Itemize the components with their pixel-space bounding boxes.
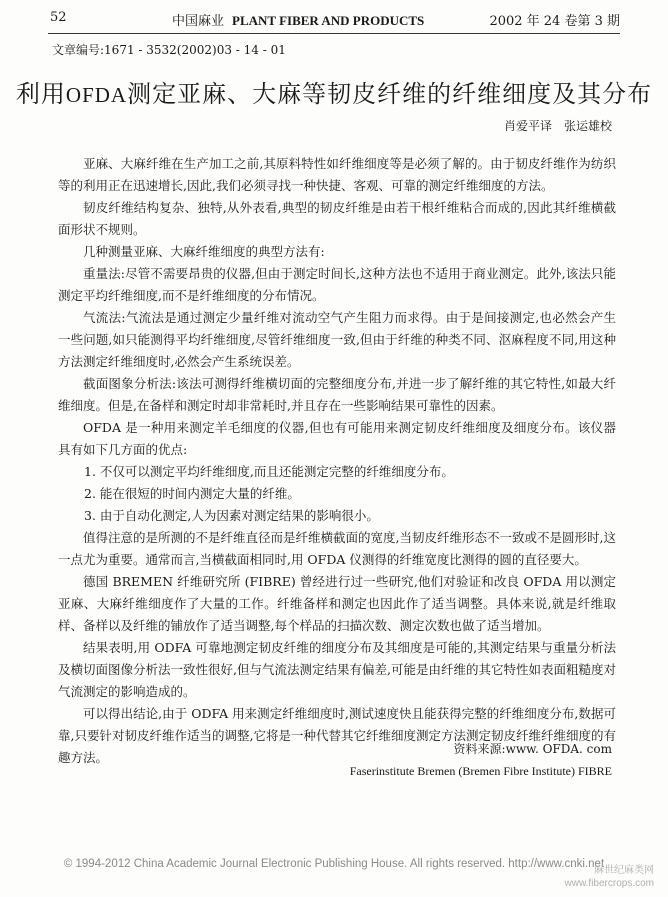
body-paragraph: 值得注意的是所测的不是纤维直径而是纤维横截面的宽度,当韧皮纤维形态不一致或不是圆形时,这一点尤为重要。通常而言,当横截面相同时,用 OFDA 仪测得的纤维宽度比测得的圆的直径要大。: [58, 530, 616, 567]
list-item: 1. 不仅可以测定平均纤维细度,而且还能测定完整的纤维细度分布。: [84, 464, 454, 479]
article-body: [58, 153, 616, 769]
body-paragraph: 气流法:气流法是通过测定少量纤维对流动空气产生阻力而求得。由于是间接测定,也必然会产生一些问题,如只能测得平均纤维细度,尽管纤维细度一致,但由于纤维的种类不同、沤麻程度不同,用这种方法测定纤维细度时,必然会产生系统误差。: [58, 310, 616, 369]
copyright-footer: © 1994-2012 China Academic Journal Electronic Publishing House. All rights reserved. http://www.cnki.net: [63, 858, 605, 870]
title-prefix: 利用: [15, 80, 66, 108]
body-paragraph: 截面图象分析法:该法可测得纤维横切面的完整细度分布,并进一步了解纤维的其它特性,如最大纤维细度。但是,在备样和测定时却非常耗时,并且存在一些影响结果可靠性的因素。: [58, 376, 616, 413]
issue-info: 2002 年 24 卷第 3 期: [489, 14, 620, 29]
watermark-line2: www.fibercrops.com: [564, 878, 654, 889]
article-number: 文章编号:1671 - 3532(2002)03 - 14 - 01: [52, 43, 286, 57]
journal-name: [172, 10, 424, 29]
body-paragraph: 几种测量亚麻、大麻纤维细度的典型方法有:: [83, 244, 325, 259]
title-suffix: 测定亚麻、大麻等韧皮纤维的纤维细度及其分布: [127, 80, 653, 108]
page-number: 52: [50, 10, 67, 25]
body-paragraph: 德国 BREMEN 纤维研究所 (FIBRE) 曾经进行过一些研究,他们对验证和改良 OFDA 用以测定亚麻、大麻纤维细度作了大量的工作。纤维备样和测定也因此作了适当调整。具体来说,就是纤维取样、备样以及纤维的铺放作了适当调整,每个样品的扫描次数、测定次数也做了适当增加。: [58, 574, 616, 633]
title-latin: OFDA: [65, 83, 128, 107]
list-item: 2. 能在很短的时间内测定大量的纤维。: [84, 486, 300, 501]
body-paragraph: 可以得出结论,由于 ODFA 用来测定纤维细度时,测试速度快且能获得完整的纤维细度分布,数据可靠,只要针对韧皮纤维作适当的调整,它将是一种代替其它纤维细度测定方法测定韧皮纤维纤维细度的有趣方法。: [58, 706, 616, 765]
reference-source: 资料来源:www. OFDA. com: [453, 742, 612, 756]
list-item: 3. 由于自动化测定,人为因素对测定结果的影响很小。: [84, 508, 379, 523]
watermark-line1: 麻世纪麻类网: [594, 865, 654, 876]
running-header: [50, 10, 620, 30]
body-paragraph: 亚麻、大麻纤维在生产加工之前,其原料特性如纤维细度等是必须了解的。由于韧皮纤维作为纺织等的利用正在迅速增长,因此,我们必须寻找一种快捷、客观、可靠的测定纤维细度的方法。: [58, 156, 616, 193]
journal-name-cn: 中国麻业: [172, 14, 225, 29]
references: [350, 738, 612, 782]
body-paragraph: 重量法:尽管不需要昂贵的仪器,但由于测定时间长,这种方法也不适用于商业测定。此外,该法只能测定平均纤维细度,而不是纤维细度的分布情况。: [58, 266, 616, 303]
body-paragraph: 结果表明,用 ODFA 可靠地测定韧皮纤维的细度分布及其细度是可能的,其测定结果与重量分析法及横切面图像分析法一致性很好,但与气流法测定结果有偏差,可能是由纤维的其它特性如表面粗糙度对气流测定的影响造成的。: [58, 640, 616, 699]
journal-name-en: PLANT FIBER AND PRODUCTS: [232, 13, 425, 28]
article-title: [0, 74, 668, 109]
body-paragraph: 韧皮纤维结构复杂、独特,从外表看,典型的韧皮纤维是由若干根纤维粘合而成的,因此其纤维横截面形状不规则。: [58, 200, 616, 237]
reference-institute: Faserinstitute Bremen (Bremen Fibre Institute) FIBRE: [349, 764, 612, 778]
header-rule: [48, 33, 620, 34]
byline: 肖爱平译 张运雄校: [503, 119, 612, 133]
body-paragraph: OFDA 是一种用来测定羊毛细度的仪器,但也有可能用来测定韧皮纤维细度及细度分布。该仪器具有如下几方面的优点:: [58, 420, 616, 457]
watermark: [565, 864, 654, 890]
